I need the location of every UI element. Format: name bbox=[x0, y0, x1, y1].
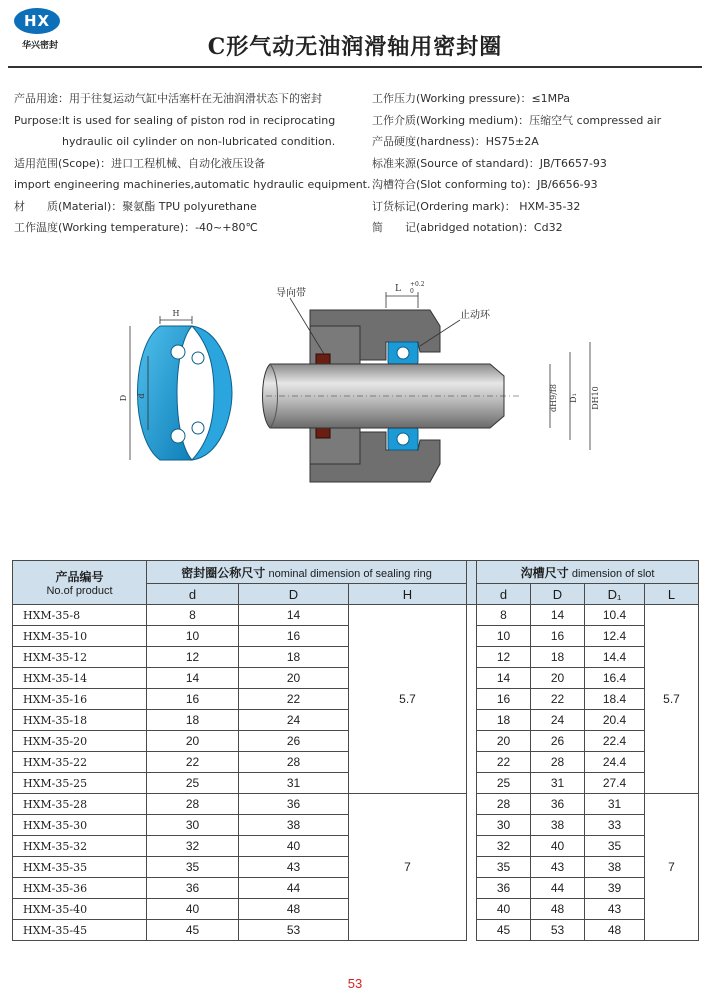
subheader-d: d bbox=[147, 584, 239, 605]
cell-slot-D1: 18.4 bbox=[585, 689, 645, 710]
cell-D: 38 bbox=[239, 815, 349, 836]
cell-product-no: HXM-35-18 bbox=[13, 710, 147, 731]
cell-d: 36 bbox=[147, 878, 239, 899]
slot-standard: 沟槽符合(Slot conforming to)：JB/6656-93 bbox=[372, 178, 598, 191]
label-stop-ring: 止动环 bbox=[460, 310, 490, 321]
cell-slot-d: 32 bbox=[477, 836, 531, 857]
cell-d: 16 bbox=[147, 689, 239, 710]
header-slot-en: dimension of slot bbox=[571, 567, 655, 580]
cell-d: 40 bbox=[147, 899, 239, 920]
cell-D: 36 bbox=[239, 794, 349, 815]
cell-d: 8 bbox=[147, 605, 239, 626]
cell-product-no: HXM-35-36 bbox=[13, 878, 147, 899]
cell-slot-d: 8 bbox=[477, 605, 531, 626]
cell-slot-d: 36 bbox=[477, 878, 531, 899]
cell-slot-d: 30 bbox=[477, 815, 531, 836]
cell-product-no: HXM-35-22 bbox=[13, 752, 147, 773]
cell-D: 24 bbox=[239, 710, 349, 731]
cell-slot-D1: 48 bbox=[585, 920, 645, 941]
column-gap-cell bbox=[467, 710, 477, 731]
cell-slot-D1: 12.4 bbox=[585, 626, 645, 647]
cell-slot-d: 22 bbox=[477, 752, 531, 773]
cell-H-group1: 5.7 bbox=[349, 605, 467, 794]
cell-slot-D1: 10.4 bbox=[585, 605, 645, 626]
label-DH10: DH10 bbox=[591, 386, 600, 410]
cell-product-no: HXM-35-20 bbox=[13, 731, 147, 752]
cell-D: 22 bbox=[239, 689, 349, 710]
cell-slot-D: 53 bbox=[531, 920, 585, 941]
label-guide-band: 导向带 bbox=[276, 288, 306, 299]
subheader-H: H bbox=[349, 584, 467, 605]
column-gap-cell bbox=[467, 899, 477, 920]
column-gap-cell bbox=[467, 752, 477, 773]
cell-slot-D1: 20.4 bbox=[585, 710, 645, 731]
cell-d: 18 bbox=[147, 710, 239, 731]
hardness: 产品硬度(hardness)：HS75±2A bbox=[372, 135, 539, 148]
cell-slot-D: 38 bbox=[531, 815, 585, 836]
label-d: d bbox=[137, 393, 146, 399]
cell-D: 16 bbox=[239, 626, 349, 647]
subheader-slot-L: L bbox=[645, 584, 699, 605]
cell-D: 40 bbox=[239, 836, 349, 857]
spec-right-column bbox=[372, 88, 702, 239]
title-divider bbox=[8, 66, 702, 68]
standard-source: 标准来源(Source of standard)：JB/T6657-93 bbox=[372, 156, 607, 170]
cell-product-no: HXM-35-14 bbox=[13, 668, 147, 689]
cell-slot-d: 28 bbox=[477, 794, 531, 815]
cell-D: 31 bbox=[239, 773, 349, 794]
cell-slot-D: 24 bbox=[531, 710, 585, 731]
table-row bbox=[13, 605, 699, 626]
cell-slot-D1: 16.4 bbox=[585, 668, 645, 689]
cell-D: 28 bbox=[239, 752, 349, 773]
cell-slot-d: 40 bbox=[477, 899, 531, 920]
cell-product-no: HXM-35-35 bbox=[13, 857, 147, 878]
logo-mark: HX bbox=[14, 8, 60, 34]
cell-d: 22 bbox=[147, 752, 239, 773]
purpose-en-line1: Purpose:It is used for sealing of piston rod in reciprocating bbox=[14, 113, 336, 127]
subheader-slot-D1: D₁ bbox=[585, 584, 645, 605]
subheader-slot-d: d bbox=[477, 584, 531, 605]
working-medium: 工作介质(Working medium)：压缩空气 compressed air bbox=[372, 113, 662, 127]
cell-product-no: HXM-35-40 bbox=[13, 899, 147, 920]
cell-product-no: HXM-35-25 bbox=[13, 773, 147, 794]
cell-d: 20 bbox=[147, 731, 239, 752]
cell-d: 35 bbox=[147, 857, 239, 878]
seal-ring-perspective bbox=[119, 309, 232, 460]
label-L: L bbox=[395, 284, 401, 294]
column-gap-cell bbox=[467, 668, 477, 689]
cell-slot-d: 12 bbox=[477, 647, 531, 668]
material: 材 质(Material)：聚氨酯 TPU polyurethane bbox=[14, 199, 257, 213]
column-gap-cell bbox=[467, 857, 477, 878]
scope-cn: 适用范围(Scope)：进口工程机械、自动化液压设备 bbox=[14, 156, 266, 170]
header-nominal-cn: 密封圈公称尺寸 bbox=[181, 565, 266, 580]
working-pressure: 工作压力(Working pressure)：≤1MPa bbox=[372, 92, 571, 105]
table-body bbox=[13, 605, 699, 941]
column-gap-cell bbox=[467, 647, 477, 668]
cell-D: 20 bbox=[239, 668, 349, 689]
cell-slot-D: 31 bbox=[531, 773, 585, 794]
label-L-upper-tol: +0.2 bbox=[410, 281, 425, 288]
dimension-table bbox=[12, 560, 699, 941]
cell-product-no: HXM-35-10 bbox=[13, 626, 147, 647]
cell-slot-D1: 39 bbox=[585, 878, 645, 899]
label-dH9f8: dH9/f8 bbox=[549, 384, 558, 412]
purpose-en-line2: hydraulic oil cylinder on non-lubricated condition. bbox=[62, 135, 336, 148]
cell-D: 43 bbox=[239, 857, 349, 878]
cell-slot-d: 45 bbox=[477, 920, 531, 941]
cell-slot-D1: 14.4 bbox=[585, 647, 645, 668]
cell-slot-D: 14 bbox=[531, 605, 585, 626]
cell-D: 44 bbox=[239, 878, 349, 899]
column-gap-cell bbox=[467, 605, 477, 626]
scope-en: import engineering machineries,automatic hydraulic equipment. bbox=[14, 178, 371, 191]
cell-slot-D: 22 bbox=[531, 689, 585, 710]
column-gap-cell bbox=[467, 731, 477, 752]
cell-slot-D1: 33 bbox=[585, 815, 645, 836]
cell-slot-d: 14 bbox=[477, 668, 531, 689]
cell-D: 48 bbox=[239, 899, 349, 920]
header-slot-dimension bbox=[477, 561, 699, 584]
cell-D: 53 bbox=[239, 920, 349, 941]
logo-subtitle: 华兴密封 bbox=[21, 41, 58, 51]
assembly-section bbox=[263, 281, 601, 482]
label-D1: D₁ bbox=[569, 393, 578, 403]
cell-d: 30 bbox=[147, 815, 239, 836]
cell-slot-D: 48 bbox=[531, 899, 585, 920]
cell-slot-d: 10 bbox=[477, 626, 531, 647]
abridged-notation: 简 记(abridged notation)：Cd32 bbox=[372, 221, 563, 234]
column-gap bbox=[467, 561, 477, 605]
cell-slot-D1: 38 bbox=[585, 857, 645, 878]
cell-slot-d: 18 bbox=[477, 710, 531, 731]
cell-L-group1: 5.7 bbox=[645, 605, 699, 794]
cell-H-group2: 7 bbox=[349, 794, 467, 941]
cell-slot-D: 43 bbox=[531, 857, 585, 878]
cell-slot-D1: 35 bbox=[585, 836, 645, 857]
label-H: H bbox=[172, 309, 180, 318]
column-gap-cell bbox=[467, 920, 477, 941]
column-gap-cell bbox=[467, 794, 477, 815]
cell-product-no: HXM-35-16 bbox=[13, 689, 147, 710]
header-nominal-dimension bbox=[147, 561, 467, 584]
cell-d: 12 bbox=[147, 647, 239, 668]
header-product-no bbox=[13, 561, 147, 605]
cell-slot-D: 16 bbox=[531, 626, 585, 647]
cell-slot-D: 44 bbox=[531, 878, 585, 899]
cell-product-no: HXM-35-32 bbox=[13, 836, 147, 857]
cell-product-no: HXM-35-30 bbox=[13, 815, 147, 836]
usage-cn: 产品用途：用于往复运动气缸中活塞杆在无油润滑状态下的密封 bbox=[14, 92, 322, 105]
cell-slot-D: 20 bbox=[531, 668, 585, 689]
cell-slot-D1: 24.4 bbox=[585, 752, 645, 773]
header-product-cn: 产品编号 bbox=[55, 570, 104, 584]
cell-D: 18 bbox=[239, 647, 349, 668]
cell-d: 10 bbox=[147, 626, 239, 647]
column-gap-cell bbox=[467, 836, 477, 857]
cell-d: 25 bbox=[147, 773, 239, 794]
cell-slot-D1: 22.4 bbox=[585, 731, 645, 752]
cell-d: 14 bbox=[147, 668, 239, 689]
cell-d: 32 bbox=[147, 836, 239, 857]
guide-band-bottom bbox=[316, 428, 330, 438]
cell-product-no: HXM-35-12 bbox=[13, 647, 147, 668]
cell-slot-D1: 31 bbox=[585, 794, 645, 815]
cell-L-group2: 7 bbox=[645, 794, 699, 941]
page-number: 53 bbox=[347, 976, 363, 991]
dimension-table-wrapper bbox=[12, 560, 700, 941]
cell-slot-D: 40 bbox=[531, 836, 585, 857]
cell-d: 28 bbox=[147, 794, 239, 815]
page-title: C形气动无油润滑轴用密封圈 bbox=[207, 34, 503, 60]
subheader-D: D bbox=[239, 584, 349, 605]
cell-slot-d: 35 bbox=[477, 857, 531, 878]
ordering-mark: 订货标记(Ordering mark)： HXM-35-32 bbox=[372, 199, 581, 213]
cell-d: 45 bbox=[147, 920, 239, 941]
cell-slot-D1: 27.4 bbox=[585, 773, 645, 794]
cell-slot-d: 16 bbox=[477, 689, 531, 710]
cell-slot-D1: 43 bbox=[585, 899, 645, 920]
cell-slot-D: 36 bbox=[531, 794, 585, 815]
cell-D: 26 bbox=[239, 731, 349, 752]
column-gap-cell bbox=[467, 815, 477, 836]
column-gap-cell bbox=[467, 773, 477, 794]
guide-band-top bbox=[316, 354, 330, 364]
cell-product-no: HXM-35-45 bbox=[13, 920, 147, 941]
header-nominal-en: nominal dimension of sealing ring bbox=[268, 567, 432, 580]
cell-D: 14 bbox=[239, 605, 349, 626]
header-product-en: No.of product bbox=[46, 585, 113, 597]
column-gap-cell bbox=[467, 878, 477, 899]
cell-slot-D: 26 bbox=[531, 731, 585, 752]
subheader-slot-D: D bbox=[531, 584, 585, 605]
column-gap-cell bbox=[467, 626, 477, 647]
column-gap-cell bbox=[467, 689, 477, 710]
spec-left-column bbox=[14, 88, 371, 239]
cell-slot-D: 18 bbox=[531, 647, 585, 668]
seal-diagram bbox=[120, 268, 620, 530]
label-L-lower-tol: 0 bbox=[410, 288, 414, 295]
cell-product-no: HXM-35-28 bbox=[13, 794, 147, 815]
header-slot-cn: 沟槽尺寸 bbox=[520, 565, 569, 580]
cell-slot-d: 20 bbox=[477, 731, 531, 752]
label-D: D bbox=[119, 394, 128, 402]
table-row bbox=[13, 794, 699, 815]
cell-product-no: HXM-35-8 bbox=[13, 605, 147, 626]
cell-slot-d: 25 bbox=[477, 773, 531, 794]
cell-slot-D: 28 bbox=[531, 752, 585, 773]
working-temperature: 工作温度(Working temperature)：-40~+80℃ bbox=[14, 221, 258, 234]
